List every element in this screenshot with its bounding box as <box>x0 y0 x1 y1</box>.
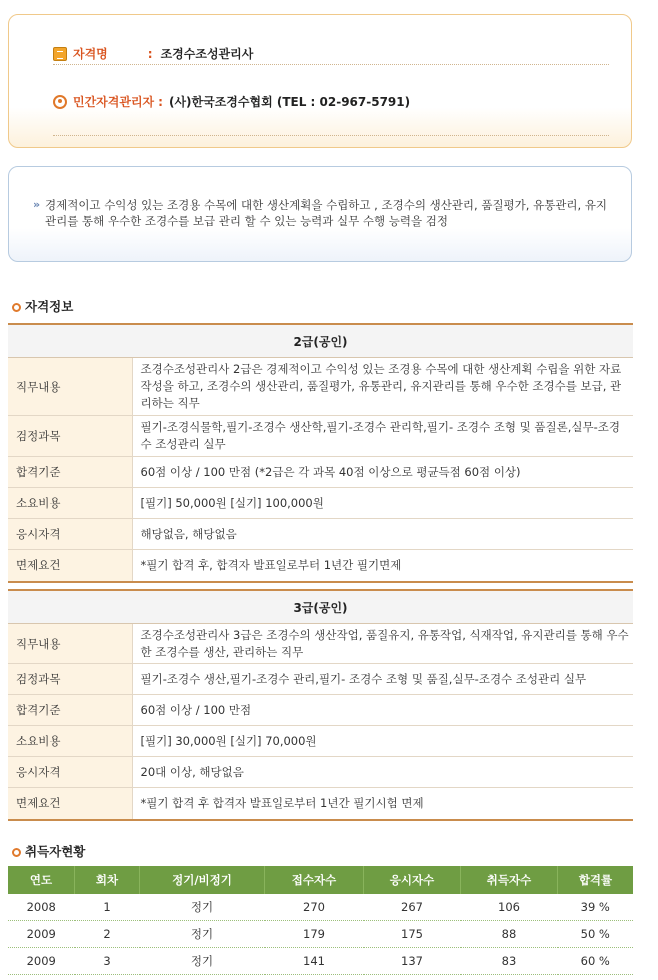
stats-table <box>8 866 633 975</box>
divider <box>53 135 609 136</box>
table-row <box>8 624 633 664</box>
row-key: 면제요건 <box>8 550 132 582</box>
section-title-text: 자격정보 <box>25 299 74 314</box>
qualification-name-row <box>53 43 253 65</box>
row-value: [필기] 30,000원 [실기] 70,000원 <box>132 726 633 757</box>
cell: 270 <box>265 894 364 921</box>
table-row <box>8 695 633 726</box>
qualification-name-value: 조경수조성관리사 <box>160 47 254 61</box>
cell: 83 <box>461 948 558 975</box>
cell: 정기 <box>140 921 265 948</box>
col-header-type: 정기/비정기 <box>140 866 265 894</box>
manager-row <box>53 91 410 113</box>
row-value: *필기 합격 후 합격자 발표일로부터 1년간 필기시험 면제 <box>132 788 633 820</box>
grade2-table <box>8 323 633 583</box>
table-row <box>8 550 633 582</box>
cell: 39 % <box>558 894 634 921</box>
grade2-caption: 2급(공인) <box>8 324 633 358</box>
person-icon <box>53 95 67 109</box>
row-value: *필기 합격 후, 합격자 발표일로부터 1년간 필기면제 <box>132 550 633 582</box>
document-icon <box>53 47 67 61</box>
cell: 106 <box>461 894 558 921</box>
separator: : <box>158 95 163 109</box>
row-value: 60점 이상 / 100 만점 <box>132 695 633 726</box>
row-key: 합격기준 <box>8 457 132 488</box>
row-key: 검정과목 <box>8 664 132 695</box>
row-key: 직무내용 <box>8 624 132 664</box>
table-row <box>8 457 633 488</box>
cell: 267 <box>364 894 461 921</box>
circle-bullet-icon <box>12 848 21 857</box>
manager-value: (사)한국조경수협회 (TEL : 02-967-5791) <box>168 95 411 109</box>
table-row <box>8 664 633 695</box>
row-value: 필기-조경식물학,필기-조경수 생산학,필기-조경수 관리학,필기- 조경수 조형 및 품질론,실무-조경수 조성관리 실무 <box>132 416 633 457</box>
manager-label: 민간자격관리자 <box>73 95 155 109</box>
cell: 2008 <box>8 894 75 921</box>
grade3-table <box>8 589 633 821</box>
qualification-name-label: 자격명 <box>73 47 108 61</box>
row-key: 소요비용 <box>8 488 132 519</box>
cell: 50 % <box>558 921 634 948</box>
section-title-info <box>12 298 73 316</box>
description-text: 경제적이고 수익성 있는 조경용 수목에 대한 생산계획을 수립하고 , 조경수의 생산관리, 품질평가, 유통관리, 유지관리를 통해 우수한 조경수를 보급 관리 할 수 있는 능력과 실무 수행 능력을 검정 <box>45 198 608 228</box>
col-header-acquirers: 취득자수 <box>461 866 558 894</box>
cell: 179 <box>265 921 364 948</box>
row-key: 응시자격 <box>8 757 132 788</box>
table-row <box>8 358 633 416</box>
cell: 88 <box>461 921 558 948</box>
section-title-stats <box>12 843 85 861</box>
cell: 2009 <box>8 948 75 975</box>
cell: 1 <box>75 894 140 921</box>
separator: : <box>147 47 153 61</box>
row-key: 검정과목 <box>8 416 132 457</box>
row-key: 직무내용 <box>8 358 132 416</box>
col-header-round: 회차 <box>75 866 140 894</box>
circle-bullet-icon <box>12 303 21 312</box>
description-box <box>8 166 632 262</box>
cell: 정기 <box>140 894 265 921</box>
cell: 3 <box>75 948 140 975</box>
row-value: 20대 이상, 해당없음 <box>132 757 633 788</box>
col-header-applicants: 접수자수 <box>265 866 364 894</box>
cell: 60 % <box>558 948 634 975</box>
row-value: 필기-조경수 생산,필기-조경수 관리,필기- 조경수 조형 및 품질,실무-조경수 조성관리 실무 <box>132 664 633 695</box>
cell: 137 <box>364 948 461 975</box>
stats-header-row <box>8 866 633 894</box>
col-header-pass-rate: 합격률 <box>558 866 634 894</box>
table-row <box>8 519 633 550</box>
table-row <box>8 726 633 757</box>
table-row <box>8 788 633 820</box>
grade3-caption: 3급(공인) <box>8 590 633 624</box>
table-row <box>8 894 633 921</box>
table-row <box>8 757 633 788</box>
table-row <box>8 948 633 975</box>
row-value: 조경수조성관리사 3급은 조경수의 생산작업, 품질유지, 유통작업, 식재작업, 유지관리를 통해 우수한 조경수를 생산, 관리하는 직무 <box>132 624 633 664</box>
divider <box>53 64 609 65</box>
table-row <box>8 488 633 519</box>
col-header-year: 연도 <box>8 866 75 894</box>
qualification-header-box <box>8 14 632 148</box>
cell: 2009 <box>8 921 75 948</box>
cell: 정기 <box>140 948 265 975</box>
row-key: 면제요건 <box>8 788 132 820</box>
row-key: 합격기준 <box>8 695 132 726</box>
description-text-block <box>33 197 615 229</box>
row-key: 응시자격 <box>8 519 132 550</box>
section-title-text: 취득자현황 <box>25 844 86 859</box>
table-row <box>8 416 633 457</box>
cell: 175 <box>364 921 461 948</box>
col-header-examinees: 응시자수 <box>364 866 461 894</box>
cell: 141 <box>265 948 364 975</box>
row-value: [필기] 50,000원 [실기] 100,000원 <box>132 488 633 519</box>
row-value: 조경수조성관리사 2급은 경제적이고 수익성 있는 조경용 수목에 대한 생산계획 수립을 위한 자료 작성을 하고, 조경수의 생산관리, 품질평가, 유통관리, 유지관리를 통해 우수한 조경수를 보급, 관리하는 직무 <box>132 358 633 416</box>
double-chevron-icon: » <box>33 198 41 211</box>
row-key: 소요비용 <box>8 726 132 757</box>
cell: 2 <box>75 921 140 948</box>
row-value: 60점 이상 / 100 만점 (*2급은 각 과목 40점 이상으로 평균득점 60점 이상) <box>132 457 633 488</box>
row-value: 해당없음, 해당없음 <box>132 519 633 550</box>
table-row <box>8 921 633 948</box>
